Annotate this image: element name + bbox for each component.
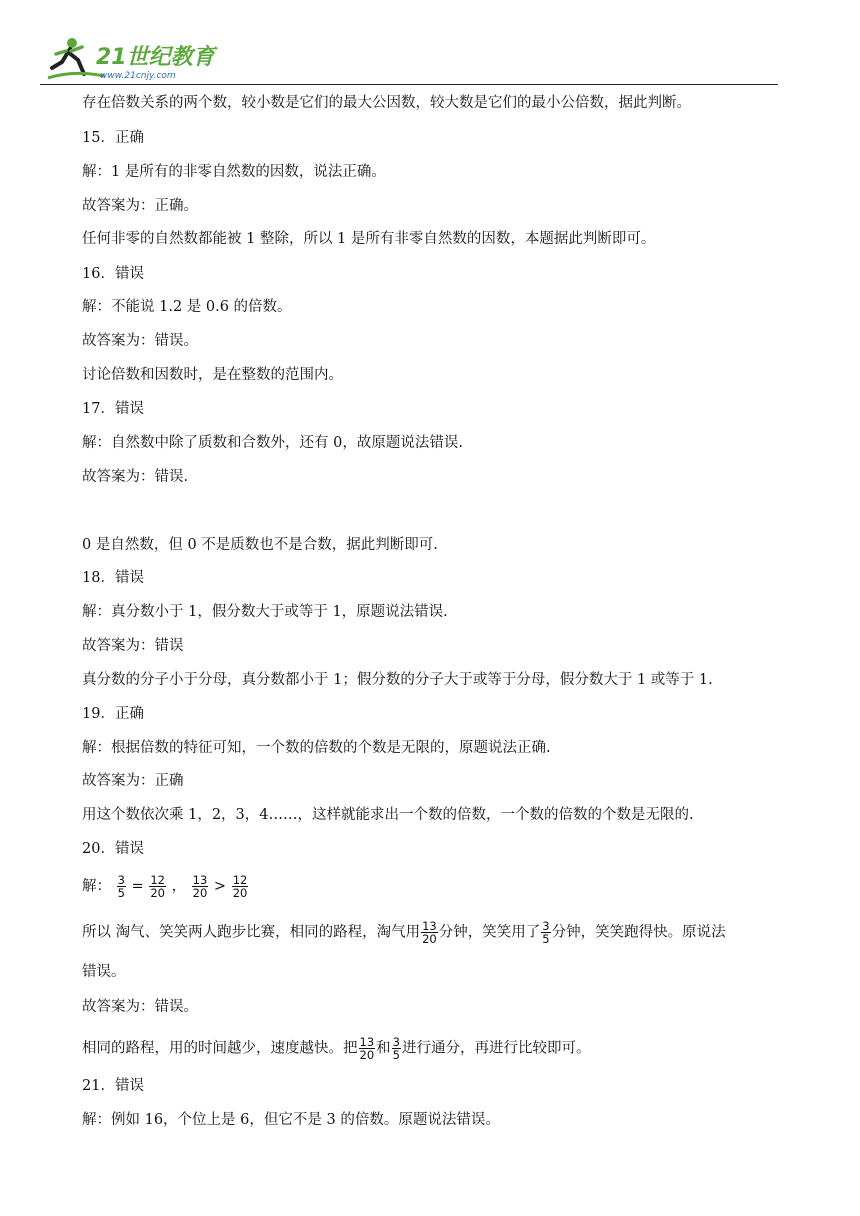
text-line: 解：例如 16，个位上是 6，但它不是 3 的倍数。原题说法错误。 (82, 1112, 500, 1128)
text-line: 故答案为：错误. (82, 469, 189, 485)
answer-heading-18: 18．错误 (82, 570, 144, 586)
text-line: 解：真分数小于 1，假分数大于或等于 1，原题说法错误. (82, 604, 448, 620)
answer-heading-20: 20．错误 (82, 841, 144, 857)
fraction: $\frac{12}{20}$ (232, 873, 248, 900)
equals-sign: = (131, 878, 144, 895)
text-line: 用这个数依次乘 1，2，3，4……，这样就能求出一个数的倍数，一个数的倍数的个数是无限的. (82, 807, 694, 823)
answer-heading-16: 16．错误 (82, 266, 144, 282)
text-line: 相同的路程，用的时间越少，速度越快。把 $\frac{13}{20}$ 和 $\frac{3}{5}$ 进行通分，再进行比较即可。 (82, 1035, 591, 1062)
text-line: 任何非零的自然数都能被 1 整除，所以 1 是所有非零自然数的因数，本题据此判断即可。 (82, 231, 656, 247)
text-line: 故答案为：错误 (82, 638, 184, 654)
solution-prefix: 解： (82, 878, 111, 895)
fraction-comparison (82, 874, 249, 899)
text-line: 故答案为：正确 (82, 773, 184, 789)
fraction: $\frac{3}{5}$ (117, 873, 125, 900)
fraction: $\frac{13}{20}$ (359, 1035, 375, 1062)
text-line: 错误。 (82, 964, 126, 980)
text-line: 真分数的分子小于分母，真分数都小于 1；假分数的分子大于或等于分母，假分数大于 1 或等于 1. (82, 672, 713, 688)
answer-heading-17: 17．错误 (82, 401, 144, 417)
page-header (40, 30, 778, 88)
fraction: $\frac{13}{20}$ (192, 873, 208, 900)
svg-text:21世纪教育: 21世纪教育 (96, 45, 215, 70)
svg-text:www.21cnjy.com: www.21cnjy.com (100, 71, 176, 81)
site-logo (44, 34, 244, 84)
answer-heading-19: 19．正确 (82, 706, 144, 722)
fraction: $\frac{12}{20}$ (150, 873, 165, 900)
fraction: $\frac{3}{5}$ (392, 1035, 400, 1062)
text-line: 所以 淘气、笑笑两人跑步比赛，相同的路程，淘气用 $\frac{13}{20}$ 分钟，笑笑用了 $\frac{3}{5}$ 分钟，笑笑跑得快。原说法 (82, 919, 726, 946)
text-line: 故答案为：错误。 (82, 333, 198, 349)
text-line: 0 是自然数，但 0 不是质数也不是合数，据此判断即可. (82, 537, 438, 553)
text-line: 存在倍数关系的两个数，较小数是它们的最大公因数，较大数是它们的最小公倍数，据此判断。 (82, 95, 691, 111)
text-line: 讨论倍数和因数时，是在整数的范围内。 (82, 367, 343, 383)
text-line: 解：不能说 1.2 是 0.6 的倍数。 (82, 299, 292, 315)
text-line: 解：根据倍数的特征可知，一个数的倍数的个数是无限的，原题说法正确. (82, 740, 551, 756)
text-line: 故答案为：错误。 (82, 999, 198, 1015)
text-line: 解：自然数中除了质数和合数外，还有 0，故原题说法错误. (82, 435, 463, 451)
greater-than-sign: > (213, 878, 227, 895)
text-line: 解：1 是所有的非零自然数的因数，说法正确。 (82, 164, 386, 180)
header-divider (40, 84, 778, 85)
answer-heading-21: 21．错误 (82, 1078, 144, 1094)
fraction: $\frac{13}{20}$ (422, 919, 437, 946)
answer-heading-15: 15．正确 (82, 130, 144, 146)
fraction: $\frac{3}{5}$ (542, 919, 550, 946)
separator: ， (171, 878, 187, 895)
text-line: 故答案为：正确。 (82, 198, 198, 214)
